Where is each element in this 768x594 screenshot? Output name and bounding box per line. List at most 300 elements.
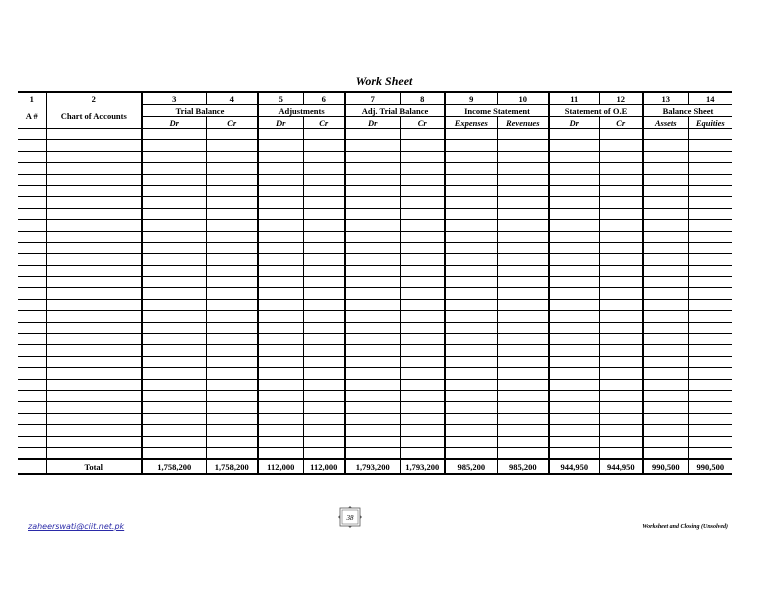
empty-cell [345,447,400,459]
empty-cell [206,299,258,310]
empty-cell [688,254,732,265]
empty-cell [400,254,445,265]
empty-cell [643,379,688,390]
empty-cell [643,402,688,413]
empty-cell [46,311,142,322]
empty-cell [142,151,206,162]
table-row [18,265,732,276]
empty-cell [599,425,643,436]
empty-cell [206,197,258,208]
empty-cell [46,174,142,185]
empty-cell [400,277,445,288]
empty-cell [258,379,303,390]
sub-header: Dr [345,117,400,129]
sub-header: Cr [599,117,643,129]
empty-cell [18,379,46,390]
empty-cell [400,129,445,140]
empty-cell [400,140,445,151]
empty-cell [18,413,46,424]
empty-cell [643,277,688,288]
empty-cell [400,402,445,413]
empty-cell [643,197,688,208]
empty-cell [258,311,303,322]
empty-cell [445,334,497,345]
empty-cell [497,140,549,151]
empty-cell [643,288,688,299]
empty-cell [258,447,303,459]
empty-cell [345,254,400,265]
empty-cell [303,299,345,310]
empty-cell [206,356,258,367]
empty-cell [46,208,142,219]
empty-cell [599,402,643,413]
empty-cell [206,129,258,140]
empty-cell [258,185,303,196]
empty-cell [345,322,400,333]
table-row [18,334,732,345]
table-row [18,345,732,356]
sub-header: Equities [688,117,732,129]
empty-cell [142,368,206,379]
empty-cell [303,197,345,208]
empty-cell [206,163,258,174]
empty-cell [445,390,497,401]
empty-cell [599,379,643,390]
empty-cell [303,254,345,265]
empty-cell [643,140,688,151]
empty-cell [445,277,497,288]
empty-cell [345,288,400,299]
table-row [18,174,732,185]
empty-cell [599,151,643,162]
empty-cell [497,254,549,265]
empty-cell [142,334,206,345]
empty-cell [18,208,46,219]
empty-cell [18,345,46,356]
empty-cell [549,356,599,367]
empty-cell [345,197,400,208]
empty-cell [445,220,497,231]
empty-cell [206,334,258,345]
empty-cell [643,208,688,219]
empty-cell [599,163,643,174]
empty-cell [599,277,643,288]
empty-cell [643,322,688,333]
empty-cell [643,447,688,459]
empty-cell [18,163,46,174]
empty-cell [497,242,549,253]
empty-cell [46,402,142,413]
total-blank-cell [18,459,46,474]
empty-cell [400,345,445,356]
column-number: 14 [688,92,732,105]
empty-cell [688,220,732,231]
empty-cell [46,322,142,333]
column-number: 7 [345,92,400,105]
total-value: 990,500 [643,459,688,474]
empty-cell [258,413,303,424]
empty-cell [445,425,497,436]
empty-cell [445,288,497,299]
empty-cell [400,242,445,253]
author-email[interactable]: zaheerswati@ciit.net.pk [28,522,125,531]
empty-cell [345,311,400,322]
empty-cell [549,334,599,345]
empty-cell [142,436,206,447]
empty-cell [142,299,206,310]
empty-cell [688,129,732,140]
column-number: 9 [445,92,497,105]
empty-cell [400,425,445,436]
empty-cell [599,254,643,265]
empty-cell [142,129,206,140]
empty-cell [345,174,400,185]
empty-cell [345,345,400,356]
empty-cell [206,368,258,379]
empty-cell [688,185,732,196]
empty-cell [497,277,549,288]
empty-cell [643,220,688,231]
empty-cell [303,390,345,401]
empty-cell [345,425,400,436]
empty-cell [688,322,732,333]
empty-cell [643,151,688,162]
empty-cell [549,151,599,162]
empty-cell [142,447,206,459]
empty-cell [688,174,732,185]
empty-cell [400,185,445,196]
column-number: 10 [497,92,549,105]
empty-cell [46,185,142,196]
empty-cell [142,288,206,299]
empty-cell [18,447,46,459]
empty-cell [643,265,688,276]
empty-cell [258,208,303,219]
table-row [18,129,732,140]
empty-cell [345,390,400,401]
empty-cell [18,197,46,208]
empty-cell [549,185,599,196]
empty-cell [206,402,258,413]
empty-cell [258,345,303,356]
empty-cell [142,140,206,151]
empty-cell [18,322,46,333]
empty-cell [258,174,303,185]
empty-cell [46,356,142,367]
empty-cell [445,208,497,219]
empty-cell [445,242,497,253]
empty-cell [345,436,400,447]
column-number: 3 [142,92,206,105]
sub-header: Cr [206,117,258,129]
table-row [18,311,732,322]
empty-cell [18,356,46,367]
empty-cell [345,334,400,345]
empty-cell [258,436,303,447]
empty-cell [643,356,688,367]
empty-cell [688,231,732,242]
empty-cell [400,334,445,345]
empty-cell [445,379,497,390]
empty-cell [643,368,688,379]
empty-cell [345,242,400,253]
empty-cell [18,425,46,436]
empty-cell [258,197,303,208]
empty-cell [643,345,688,356]
table-row [18,288,732,299]
empty-cell [400,413,445,424]
empty-cell [258,299,303,310]
empty-cell [599,334,643,345]
empty-cell [445,345,497,356]
empty-cell [688,368,732,379]
empty-cell [643,254,688,265]
total-value: 1,793,200 [400,459,445,474]
empty-cell [400,322,445,333]
table-row [18,368,732,379]
table-row [18,220,732,231]
empty-cell [549,129,599,140]
empty-cell [549,368,599,379]
empty-cell [206,242,258,253]
empty-cell [688,277,732,288]
empty-cell [142,208,206,219]
empty-cell [206,220,258,231]
table-row [18,185,732,196]
empty-cell [643,436,688,447]
empty-cell [549,265,599,276]
empty-cell [142,220,206,231]
empty-cell [258,322,303,333]
empty-cell [18,174,46,185]
empty-cell [303,231,345,242]
empty-cell [18,254,46,265]
empty-cell [599,368,643,379]
empty-cell [445,151,497,162]
empty-cell [206,254,258,265]
empty-cell [497,151,549,162]
empty-cell [643,390,688,401]
table-row [18,163,732,174]
empty-cell [46,254,142,265]
empty-cell [18,185,46,196]
empty-cell [400,151,445,162]
empty-cell [688,265,732,276]
empty-cell [549,163,599,174]
empty-cell [497,402,549,413]
empty-cell [497,322,549,333]
empty-cell [688,379,732,390]
worksheet-title: Work Sheet [355,74,413,88]
empty-cell [345,402,400,413]
empty-cell [258,129,303,140]
total-value: 985,200 [445,459,497,474]
empty-cell [549,322,599,333]
column-number: 6 [303,92,345,105]
empty-cell [142,174,206,185]
total-value: 112,000 [303,459,345,474]
empty-cell [18,334,46,345]
empty-cell [18,436,46,447]
empty-cell [549,220,599,231]
empty-cell [599,220,643,231]
column-number: 5 [258,92,303,105]
empty-cell [18,265,46,276]
empty-cell [142,413,206,424]
empty-cell [497,174,549,185]
empty-cell [345,368,400,379]
empty-cell [549,299,599,310]
empty-cell [549,436,599,447]
empty-cell [688,345,732,356]
empty-cell [400,390,445,401]
empty-cell [142,345,206,356]
empty-cell [206,288,258,299]
empty-cell [345,208,400,219]
table-row [18,197,732,208]
empty-cell [206,345,258,356]
empty-cell [142,277,206,288]
empty-cell [445,322,497,333]
empty-cell [258,356,303,367]
empty-cell [497,379,549,390]
empty-cell [18,220,46,231]
empty-cell [46,129,142,140]
empty-cell [688,288,732,299]
empty-cell [303,345,345,356]
empty-cell [688,402,732,413]
empty-cell [643,299,688,310]
empty-cell [303,185,345,196]
empty-cell [400,379,445,390]
empty-cell [497,390,549,401]
empty-cell [303,334,345,345]
empty-cell [303,425,345,436]
table-row [18,356,732,367]
empty-cell [497,288,549,299]
empty-cell [18,151,46,162]
table-row [18,208,732,219]
group-header: Income Statement [445,105,549,117]
table-row [18,402,732,413]
empty-cell [46,265,142,276]
empty-cell [549,311,599,322]
empty-cell [497,425,549,436]
empty-cell [258,242,303,253]
empty-cell [206,311,258,322]
empty-cell [206,185,258,196]
empty-cell [18,368,46,379]
empty-cell [599,197,643,208]
empty-cell [142,425,206,436]
empty-cell [445,231,497,242]
empty-cell [549,242,599,253]
total-value: 1,758,200 [142,459,206,474]
empty-cell [599,185,643,196]
total-value: 944,950 [549,459,599,474]
empty-cell [400,265,445,276]
empty-cell [345,277,400,288]
empty-cell [445,447,497,459]
total-value: 990,500 [688,459,732,474]
empty-cell [643,413,688,424]
empty-cell [303,208,345,219]
empty-cell [18,231,46,242]
empty-cell [258,140,303,151]
footer-note: Worksheet and Closing (Unsolved) [642,524,728,530]
empty-cell [497,311,549,322]
empty-cell [599,265,643,276]
empty-cell [46,413,142,424]
empty-cell [400,311,445,322]
chart-of-accounts-header: Chart of Accounts [46,105,142,129]
sub-header: Dr [258,117,303,129]
empty-cell [688,242,732,253]
empty-cell [549,413,599,424]
empty-cell [206,413,258,424]
page-number: 38 [346,514,354,522]
empty-cell [142,390,206,401]
empty-cell [599,288,643,299]
empty-cell [142,231,206,242]
empty-cell [46,345,142,356]
empty-cell [400,447,445,459]
empty-cell [643,174,688,185]
table-row [18,425,732,436]
empty-cell [599,322,643,333]
empty-cell [599,299,643,310]
empty-cell [142,197,206,208]
empty-cell [206,379,258,390]
empty-cell [599,242,643,253]
empty-cell [599,140,643,151]
empty-cell [258,220,303,231]
empty-cell [142,254,206,265]
empty-cell [303,379,345,390]
sub-header: Dr [142,117,206,129]
empty-cell [445,413,497,424]
empty-cell [345,379,400,390]
empty-cell [303,288,345,299]
empty-cell [345,129,400,140]
sub-header: Expenses [445,117,497,129]
table-row [18,379,732,390]
table-row [18,231,732,242]
empty-cell [46,140,142,151]
empty-cell [497,436,549,447]
empty-cell [303,129,345,140]
empty-cell [549,208,599,219]
group-header: Statement of O.E [549,105,643,117]
empty-cell [18,140,46,151]
empty-cell [497,129,549,140]
empty-cell [497,368,549,379]
empty-cell [400,231,445,242]
sub-header: Assets [643,117,688,129]
empty-cell [549,345,599,356]
empty-cell [643,242,688,253]
empty-cell [445,265,497,276]
empty-cell [688,197,732,208]
column-number: 13 [643,92,688,105]
empty-cell [688,413,732,424]
empty-cell [400,174,445,185]
empty-cell [688,140,732,151]
empty-cell [303,220,345,231]
empty-cell [206,277,258,288]
empty-cell [497,299,549,310]
empty-cell [258,288,303,299]
